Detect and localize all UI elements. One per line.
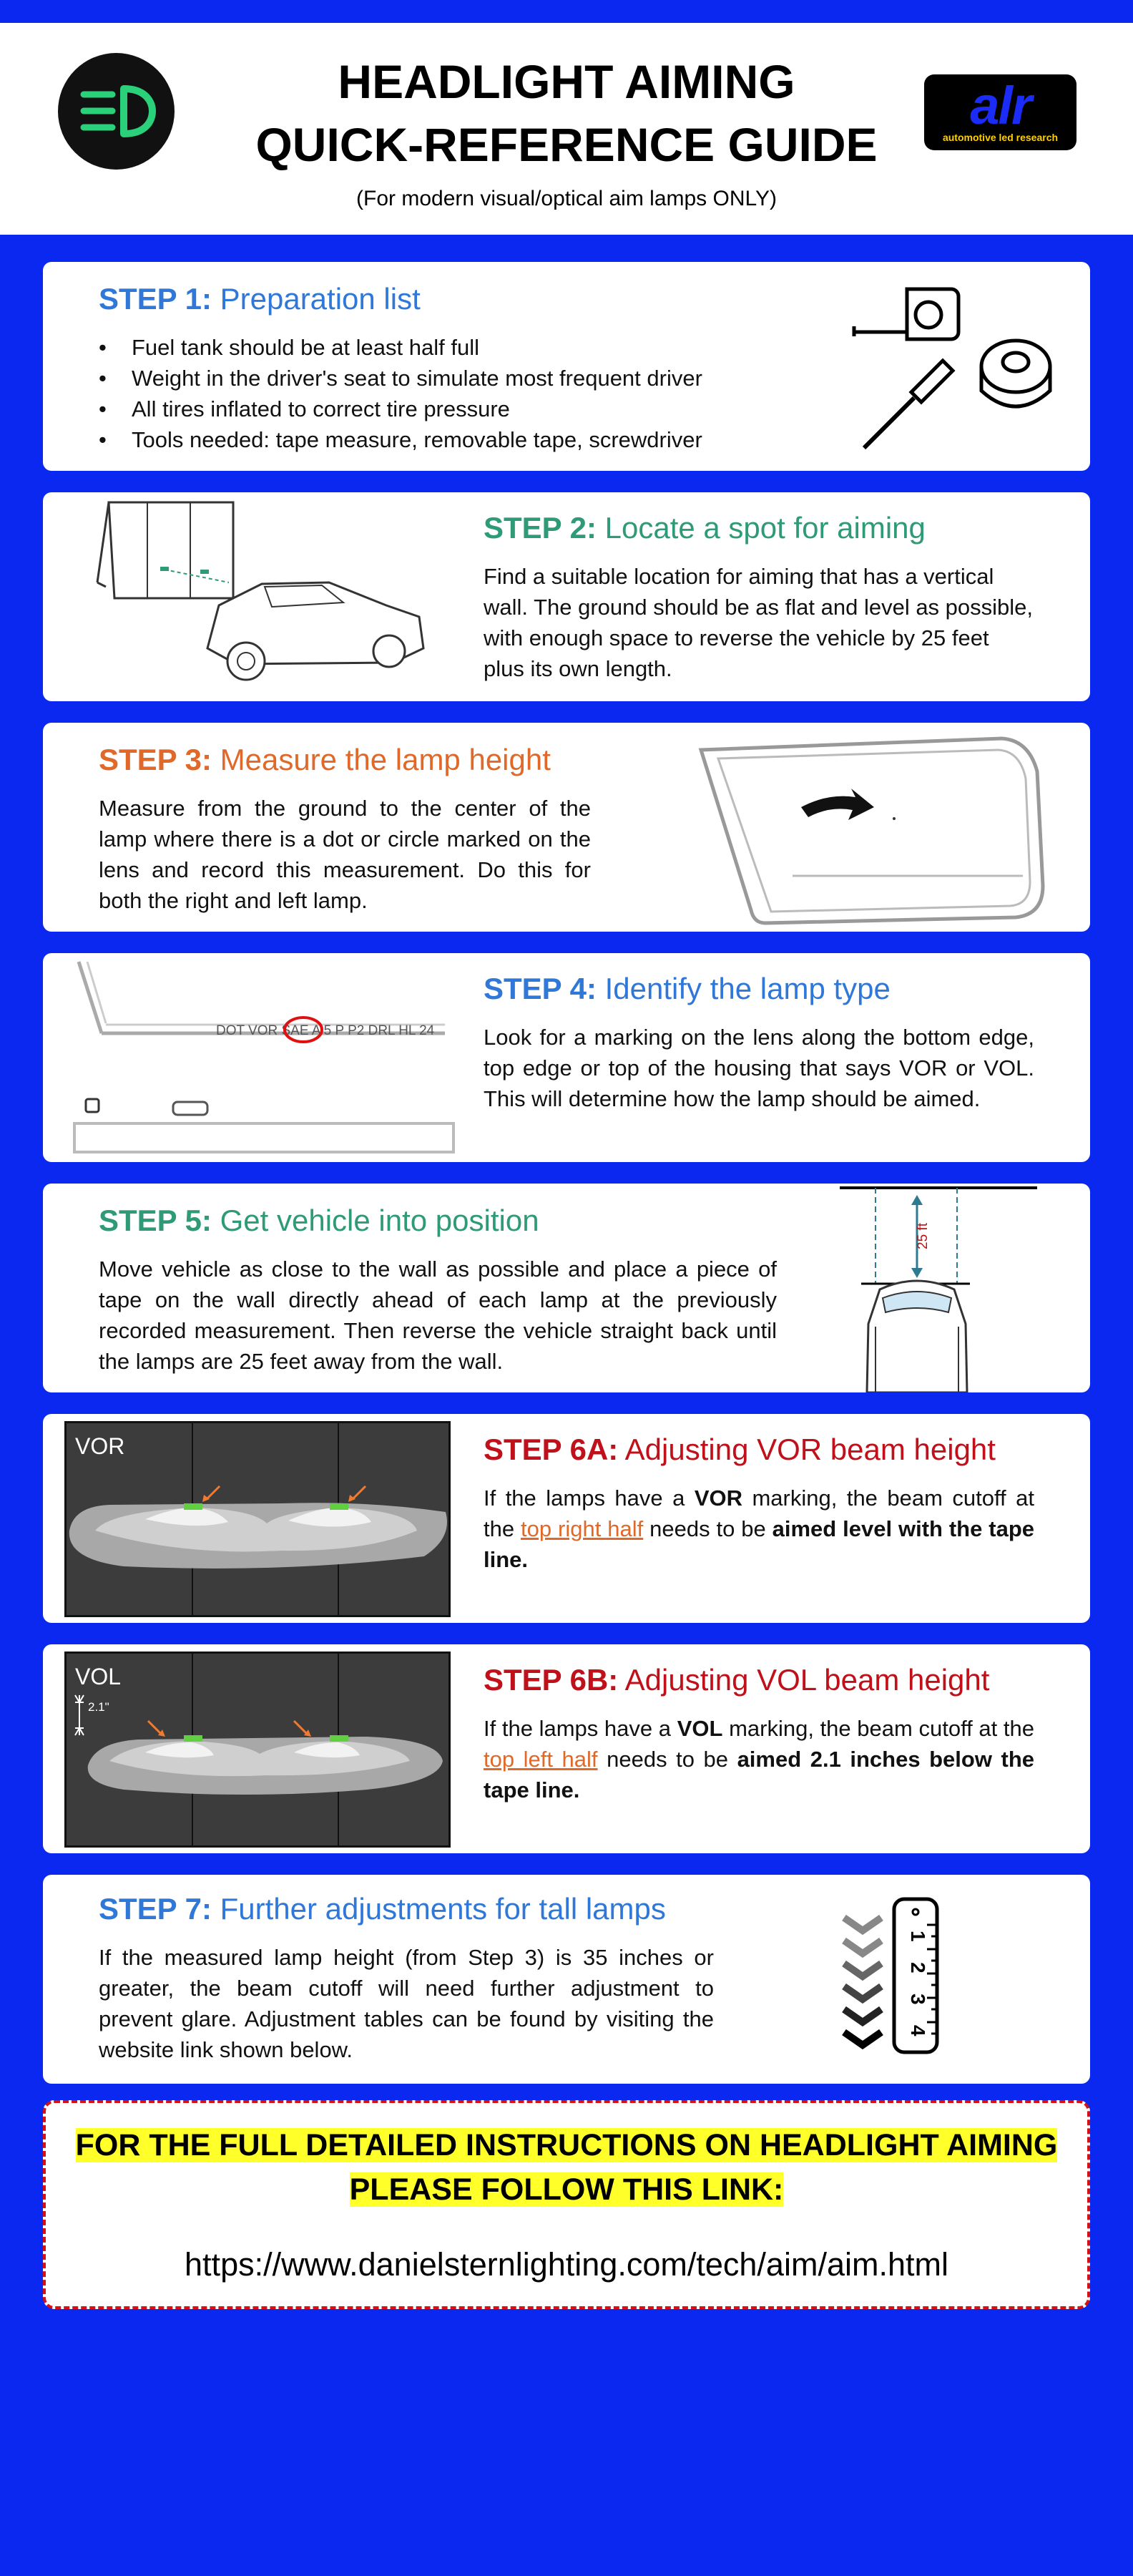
height-ruler-illustration [840, 1896, 940, 2058]
step6b-text: If the lamps have a VOL marking, the beam cutoff at the top left half needs to be aimed 2.1 inches below the tape line. [484, 1716, 1035, 1802]
step2-title: STEP 2: Locate a spot for aiming [484, 511, 926, 545]
step7-card [43, 1875, 1090, 2084]
instructions-link[interactable]: https://www.danielsternlighting.com/tech/aim/aim.html [185, 2246, 948, 2283]
distance-label: 25 ft [916, 1223, 931, 1249]
step7-text: If the measured lamp height (from Step 3) is 35 inches or greater, the beam cutoff will need further adjustment to prevent glare. Adjustment tables can be found by visiting the website link shown below. [99, 1945, 714, 2062]
headlamp-lens-illustration [687, 728, 1066, 927]
chevrons-down-icon [844, 1918, 881, 2045]
step6a-title: STEP 6A: Adjusting VOR beam height [484, 1433, 996, 1466]
tape-measure-icon [854, 289, 958, 339]
vol-beam-pattern [64, 1652, 451, 1848]
top-right-half-highlight: top right half [521, 1516, 644, 1541]
step5-text: Move vehicle as close to the wall as possible and place a piece of tape on the wall directly ahead of each lamp at the previously recorded measurement. Then reverse the vehicle straight back until the lamps are 25 feet away from the wall. [99, 1257, 777, 1374]
vehicle-position-diagram [837, 1184, 1051, 1392]
step3-card [43, 723, 1090, 932]
vor-panel-label: VOR [75, 1433, 125, 1459]
step4-card [43, 953, 1090, 1162]
list-item: • All tires inflated to correct tire pressure [99, 394, 857, 424]
step6b-title: STEP 6B: Adjusting VOL beam height [484, 1663, 990, 1697]
ruler-icon [894, 1899, 937, 2052]
page-subtitle: (For modern visual/optical aim lamps ONLY) [356, 187, 777, 210]
step1-list [99, 332, 857, 455]
tools-illustration [851, 282, 1059, 454]
car-wall-illustration [93, 498, 451, 696]
svg-text:3: 3 [907, 1994, 929, 2005]
offset-label: 2.1" [88, 1700, 109, 1714]
svg-text:2: 2 [907, 1962, 929, 1974]
instructions-callout [43, 2100, 1090, 2309]
headlight-icon [58, 53, 175, 170]
alr-logo: alr automotive led research [924, 74, 1076, 150]
step1-title: STEP 1: Preparation list [99, 282, 421, 316]
lens-marking-text: DOT VOR SAE A 5 P P2 DRL HL 24 [216, 1023, 435, 1038]
list-item: • Weight in the driver's seat to simulate most frequent driver [99, 363, 857, 394]
step2-card [43, 492, 1090, 701]
step6b-card [43, 1644, 1090, 1853]
step4-title: STEP 4: Identify the lamp type [484, 972, 891, 1005]
step3-text: Measure from the ground to the center of the lamp where there is a dot or circle marked on the lens and record this measurement. Do this for both the right and left lamp. [99, 796, 591, 913]
step3-title: STEP 3: Measure the lamp height [99, 743, 551, 776]
step1-card [43, 262, 1090, 471]
step4-text: Look for a marking on the lens along the bottom edge, top edge or top of the housing that says VOR or VOL. This will determine how the lamp should be aimed. [484, 1025, 1034, 1111]
svg-text:1: 1 [907, 1931, 929, 1942]
step6a-card [43, 1414, 1090, 1623]
list-item: • Fuel tank should be at least half full [99, 332, 857, 363]
vol-panel-label: VOL [75, 1664, 122, 1689]
lens-marking-illustration [73, 959, 459, 1156]
page-title: HEADLIGHT AIMING QUICK-REFERENCE GUIDE [255, 55, 878, 171]
step2-text: Find a suitable location for aiming that has a vertical wall. The ground should be as flat and level as possible, with enough space to reverse the vehicle by 25 feet plus its own length. [484, 564, 1034, 681]
callout-heading: FOR THE FULL DETAILED INSTRUCTIONS ON HEADLIGHT AIMING PLEASE FOLLOW THIS LINK: [75, 2128, 1058, 2207]
vor-beam-pattern [64, 1421, 451, 1617]
header [0, 23, 1133, 235]
list-item: • Tools needed: tape measure, removable tape, screwdriver [99, 424, 857, 455]
step5-card [43, 1184, 1090, 1392]
top-left-half-highlight: top left half [484, 1747, 598, 1772]
step7-title: STEP 7: Further adjustments for tall lamps [99, 1892, 666, 1926]
svg-text:4: 4 [907, 2025, 929, 2036]
step5-title: STEP 5: Get vehicle into position [99, 1204, 539, 1237]
screwdriver-icon [864, 361, 953, 448]
step6a-text: If the lamps have a VOR marking, the beam cutoff at the top right half needs to be aimed level with the tape line. [484, 1485, 1035, 1572]
tape-roll-icon [981, 341, 1050, 406]
